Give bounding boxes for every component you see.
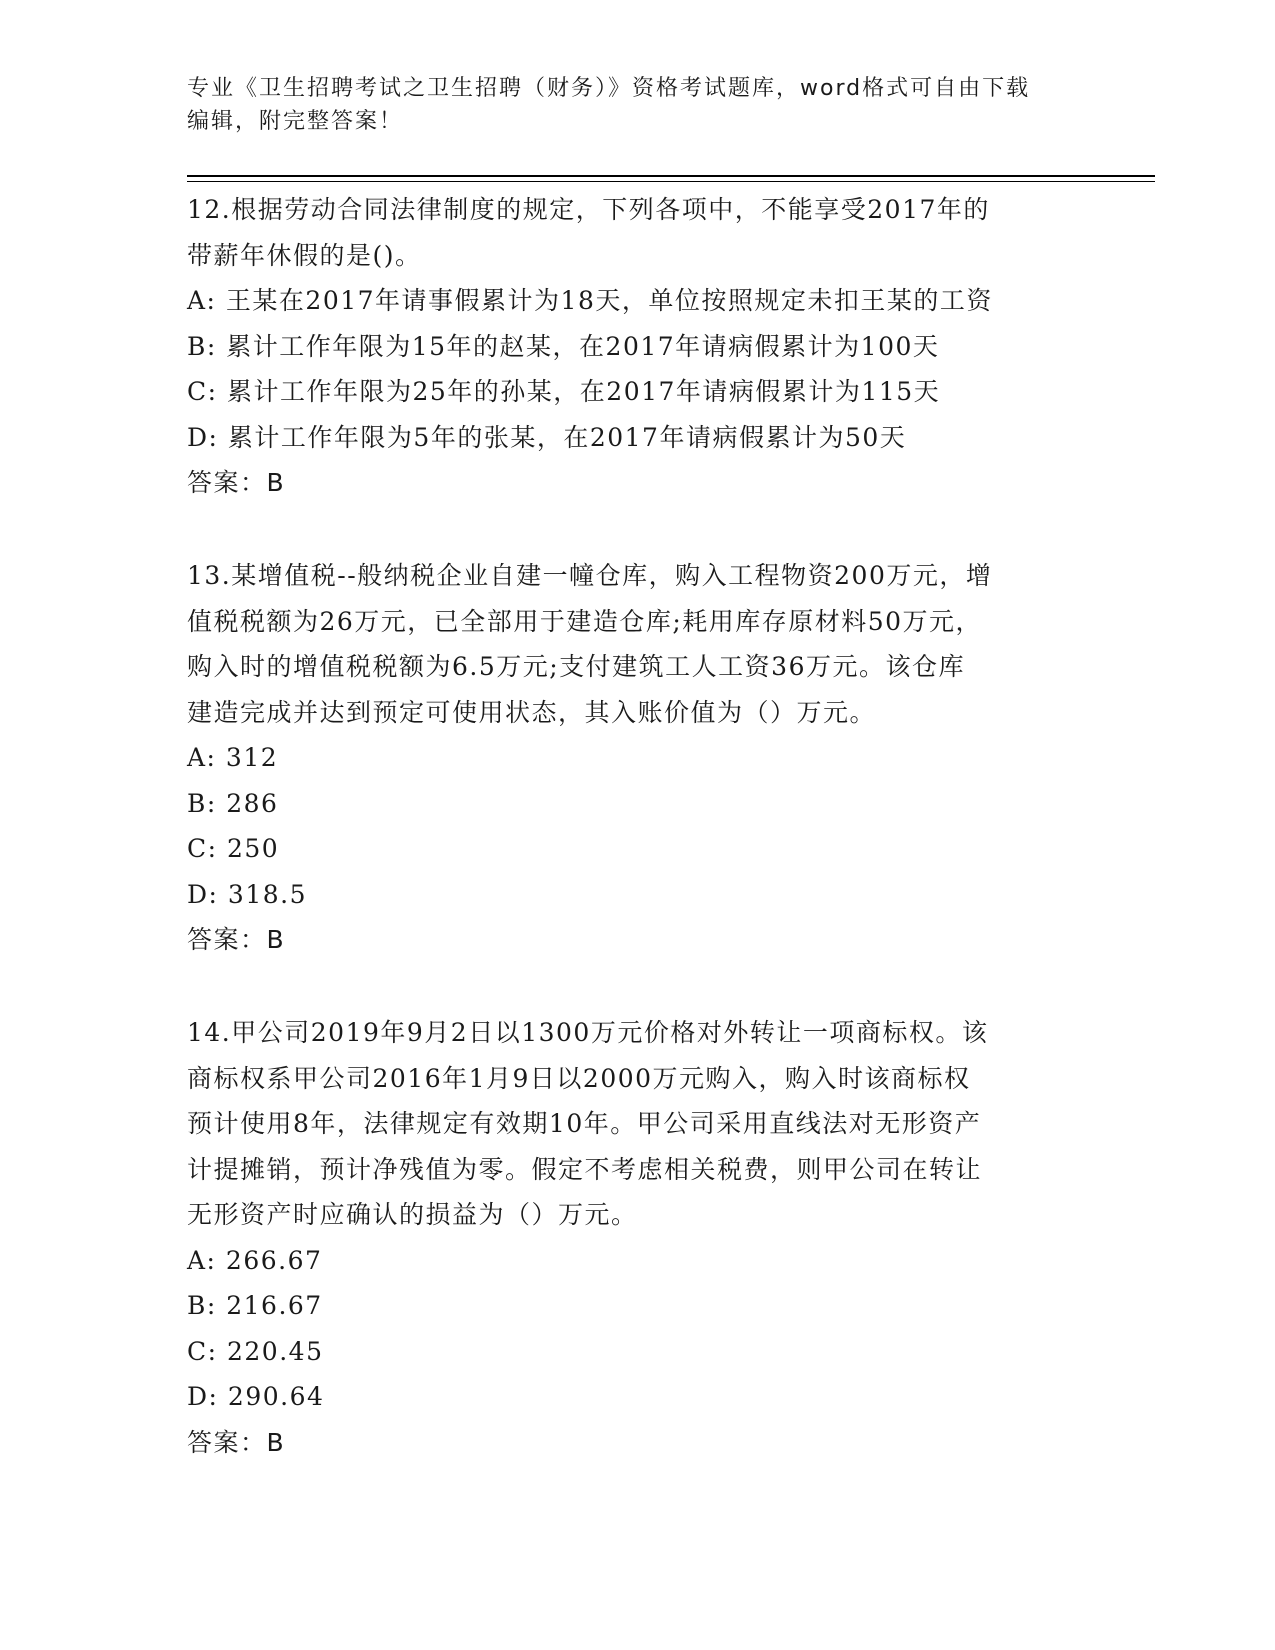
option-b: B: 累计工作年限为15年的赵某，在2017年请病假累计为100天 [187,331,940,361]
option-d: D: 290.64 [187,1382,325,1411]
header-divider-thin [187,181,1155,182]
question-stem-line: 14.甲公司2019年9月2日以1300万元价格对外转让一项商标权。该 [187,1018,989,1047]
option-b: B: 286 [187,788,279,818]
option-c: C: 250 [187,834,280,863]
document-header [187,72,1067,138]
question-14 [187,1010,1087,1465]
question-stem-line: 带薪年休假的是()。 [187,240,422,270]
question-stem-line: 建造完成并达到预定可使用状态，其入账价值为（）万元。 [187,697,877,727]
header-divider-thick [187,175,1155,177]
question-stem-line: 13.某增值税--般纳税企业自建一幢仓库，购入工程物资200万元，增 [187,561,993,590]
question-stem-line: 购入时的增值税税额为6.5万元;支付建筑工人工资36万元。该仓库 [187,652,965,681]
question-12 [187,187,1087,506]
option-a: A: 266.67 [187,1245,323,1275]
option-a: A: 312 [187,743,279,772]
question-stem-line: 无形资产时应确认的损益为（）万元。 [187,1200,638,1229]
question-stem-line: 预计使用8年，法律规定有效期10年。甲公司采用直线法对无形资产 [187,1109,982,1138]
option-d: D: 318.5 [187,879,307,909]
answer-label: 答案：B [187,468,286,497]
option-d: D: 累计工作年限为5年的张某，在2017年请病假累计为50天 [187,422,907,452]
option-b: B: 216.67 [187,1291,323,1320]
question-stem-line: 商标权系甲公司2016年1月9日以2000万元购入，购入时该商标权 [187,1063,971,1093]
question-13 [187,553,1087,963]
option-c: C: 220.45 [187,1336,324,1366]
question-stem-line: 计提摊销，预计净残值为零。假定不考虑相关税费，则甲公司在转让 [187,1154,983,1184]
header-line-2: 编辑，附完整答案！ [187,109,404,134]
question-stem-line: 值税税额为26万元，已全部用于建造仓库;耗用库存原材料50万元， [187,606,983,636]
question-stem-line: 12.根据劳动合同法律制度的规定，下列各项中，不能享受2017年的 [187,195,990,224]
answer-label: 答案：B [187,1427,286,1457]
option-a: A: 王某在2017年请事假累计为18天，单位按照规定未扣王某的工资 [187,286,993,315]
header-line-1: 专业《卫生招聘考试之卫生招聘（财务）》资格考试题库，word格式可自由下载 [187,76,1031,101]
option-c: C: 累计工作年限为25年的孙某，在2017年请病假累计为115天 [187,377,941,406]
answer-label: 答案：B [187,925,286,954]
